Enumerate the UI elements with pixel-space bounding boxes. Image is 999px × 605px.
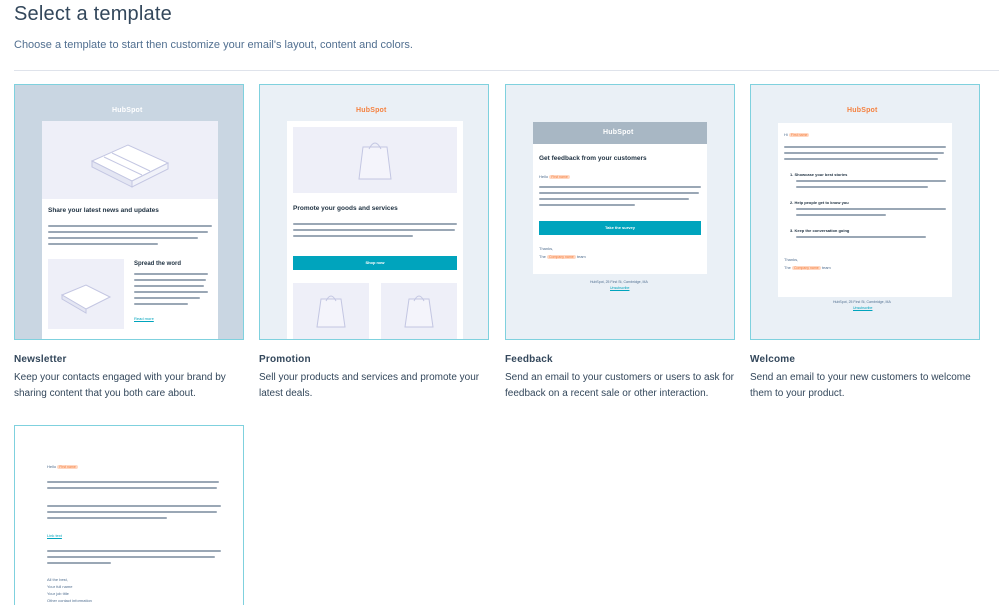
text-line [796,208,946,210]
shopping-bag-icon [381,283,457,340]
text-line [47,505,221,507]
text-line [796,214,886,216]
text-line [784,146,946,148]
text-line [796,180,946,182]
template-thumbnail-welcome[interactable] [750,84,980,340]
template-thumbnail-newsletter[interactable] [14,84,244,340]
shop-now-button: Shop now [293,256,457,270]
text-line [539,204,635,206]
list-item-heading: 3. Keep the conversation going [790,228,850,233]
header-divider [14,70,999,71]
text-line [293,235,413,237]
text-line [134,303,188,305]
newspaper-icon [42,121,218,199]
text-line [47,550,221,552]
text-line [47,481,219,483]
unsubscribe-link: Unsubscribe [610,286,630,290]
text-line [134,285,204,287]
template-description: Sell your products and services and promote your latest deals. [259,372,480,399]
template-description: Send an email to your customers or users to ask for feedback on a recent sale or other interaction. [505,372,734,399]
text-line [539,198,689,200]
template-thumbnail-plain-text[interactable] [14,425,244,605]
product-image [381,283,457,340]
hubspot-logo: HubSpot [356,107,387,114]
template-thumbnail-promotion[interactable] [259,84,489,340]
unsubscribe-link: Unsubscribe [853,306,873,310]
thanks-text: Thanks, [784,257,799,262]
text-line [539,192,699,194]
text-line [47,511,217,513]
sender-contact: Other contact information [47,598,92,603]
greeting-line: Hello First name [47,464,76,469]
signoff-text: All the best, [47,577,68,582]
template-name: Newsletter [14,354,67,365]
list-item-heading: 1. Showcase your best stories [790,172,848,177]
template-description: Keep your contacts engaged with your brand by sharing content that you both care about. [14,372,226,399]
template-name: Welcome [750,354,796,365]
text-line [134,291,208,293]
text-line [293,229,455,231]
hero-image [293,127,457,193]
greeting-line: Hi First name [784,132,808,137]
email-header-bar [533,122,707,144]
shopping-bag-icon [293,127,457,193]
text-line [293,223,457,225]
template-thumbnail-feedback[interactable] [505,84,735,340]
greeting-line: Hello First name [539,174,568,179]
sender-title: Your job title [47,591,69,596]
hubspot-logo: HubSpot [847,107,878,114]
read-more-link: Read more [134,316,154,321]
text-line [47,556,215,558]
preview-heading: Share your latest news and updates [48,207,159,214]
text-line [48,225,212,227]
template-description: Send an email to your new customers to welcome them to your product. [750,372,971,399]
hubspot-logo: HubSpot [112,107,143,114]
signature-line: The Company name team [784,265,831,270]
text-line [47,487,217,489]
text-line [539,186,701,188]
template-name: Promotion [259,354,311,365]
text-line [48,231,208,233]
thanks-text: Thanks, [539,246,554,251]
text-line [134,273,208,275]
product-image [293,283,369,340]
preview-subheading: Spread the word [134,261,182,267]
take-survey-button: Take the survey [539,221,701,235]
email-preview [533,122,707,274]
text-line [48,243,158,245]
text-line [796,186,928,188]
story-image [48,259,124,329]
email-preview [42,121,218,340]
link-text: Link text [47,533,62,538]
template-name: Feedback [505,354,553,365]
text-line [784,152,944,154]
page-title: Select a template [14,3,172,25]
sender-name: Your full name [47,584,73,589]
shopping-bag-icon [293,283,369,340]
text-line [796,236,926,238]
text-line [47,562,111,564]
newspaper-icon [48,259,124,329]
signature-line: The Company name team [539,254,586,259]
hubspot-logo: HubSpot [603,129,634,136]
email-preview [287,121,463,340]
text-line [784,158,938,160]
text-line [134,279,206,281]
text-line [48,237,198,239]
hero-image [42,121,218,199]
preview-heading: Promote your goods and services [293,205,398,212]
footer-address: HubSpot, 25 First St, Cambridge, MA [833,300,891,304]
page-subtitle: Choose a template to start then customize your email's layout, content and colors. [14,39,413,51]
text-line [47,517,167,519]
email-preview [778,123,952,297]
list-item-heading: 2. Help people get to know you [790,200,849,205]
footer-address: HubSpot, 25 First St, Cambridge, MA [590,280,648,284]
text-line [134,297,200,299]
preview-heading: Get feedback from your customers [539,155,647,162]
